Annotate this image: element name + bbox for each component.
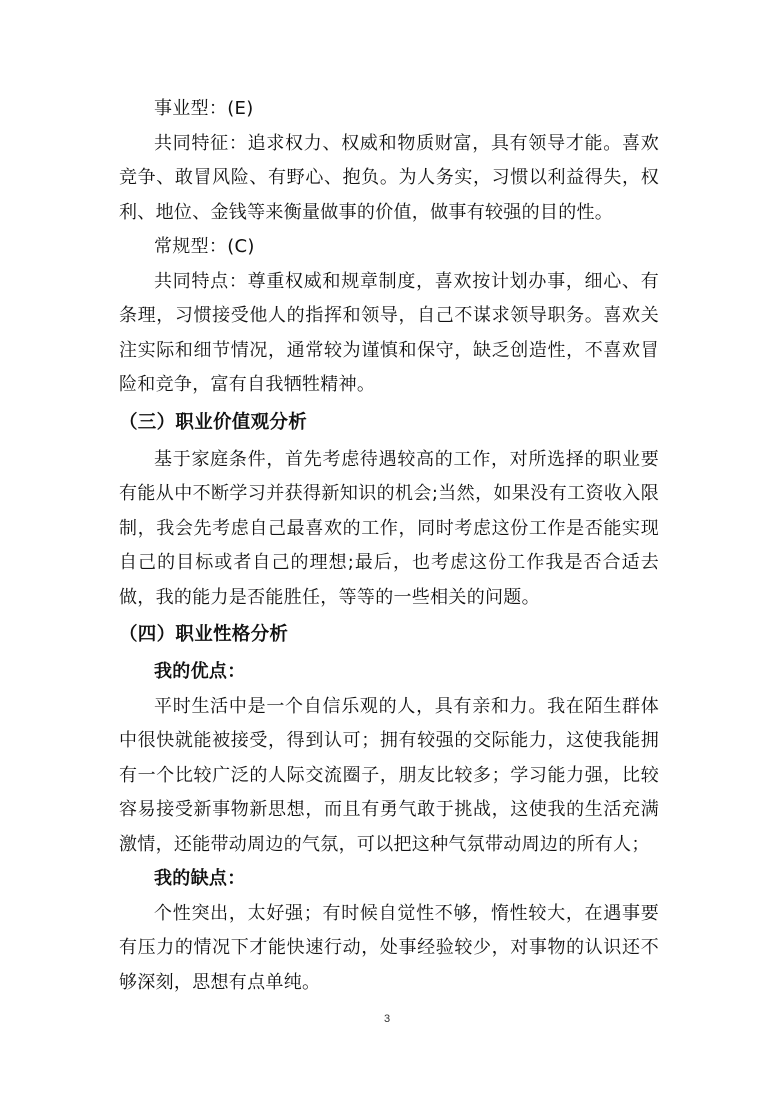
values-analysis-body: 基于家庭条件，首先考虑待遇较高的工作，对所选择的职业要有能从中不断学习并获得新知识的机会;当然，如果没有工资收入限制，我会先考虑自己最喜欢的工作，同时考虑这份工作是否能实现自己的目标或者自己的理想;最后，也考虑这份工作我是否合适去做，我的能力是否能胜任，等等的一些相关的问题。 (119, 448, 659, 608)
weaknesses-body: 个性突出，太好强；有时候自觉性不够，惰性较大，在遇事要有压力的情况下才能快速行动，处事经验较少，对事物的认识还不够深刻，思想有点单纯。 (119, 902, 659, 993)
conventional-type-title: 常规型：(C) (154, 236, 255, 257)
page-number: 3 (383, 1013, 391, 1025)
section-heading-values: （三）职业价值观分析 (119, 411, 308, 433)
page-content (119, 92, 659, 1000)
weaknesses-label: 我的缺点： (154, 868, 246, 889)
enterprising-type-title: 事业型：(E) (154, 98, 254, 119)
conventional-type-traits: 共同特点：尊重权威和规章制度，喜欢按计划办事，细心、有条理，习惯接受他人的指挥和领导，自己不谋求领导职务。喜欢关注实际和细节情况，通常较为谨慎和保守，缺乏创造性，不喜欢冒险和竞争，富有自我牺牲精神。 (119, 270, 659, 395)
enterprising-type-traits: 共同特征：追求权力、权威和物质财富，具有领导才能。喜欢竞争、敢冒风险、有野心、抱负。为人务实，习惯以利益得失，权利、地位、金钱等来衡量做事的价值，做事有较强的目的性。 (119, 132, 659, 223)
strengths-label: 我的优点： (154, 661, 246, 682)
strengths-body: 平时生活中是一个自信乐观的人，具有亲和力。我在陌生群体中很快就能被接受，得到认可；拥有较强的交际能力，这使我能拥有一个比较广泛的人际交流圈子，朋友比较多；学习能力强，比较容易接受新事物新思想，而且有勇气敢于挑战，这使我的生活充满激情，还能带动周边的气氛，可以把这种气氛带动周边的所有人； (119, 695, 659, 855)
section-heading-personality: （四）职业性格分析 (119, 624, 289, 645)
